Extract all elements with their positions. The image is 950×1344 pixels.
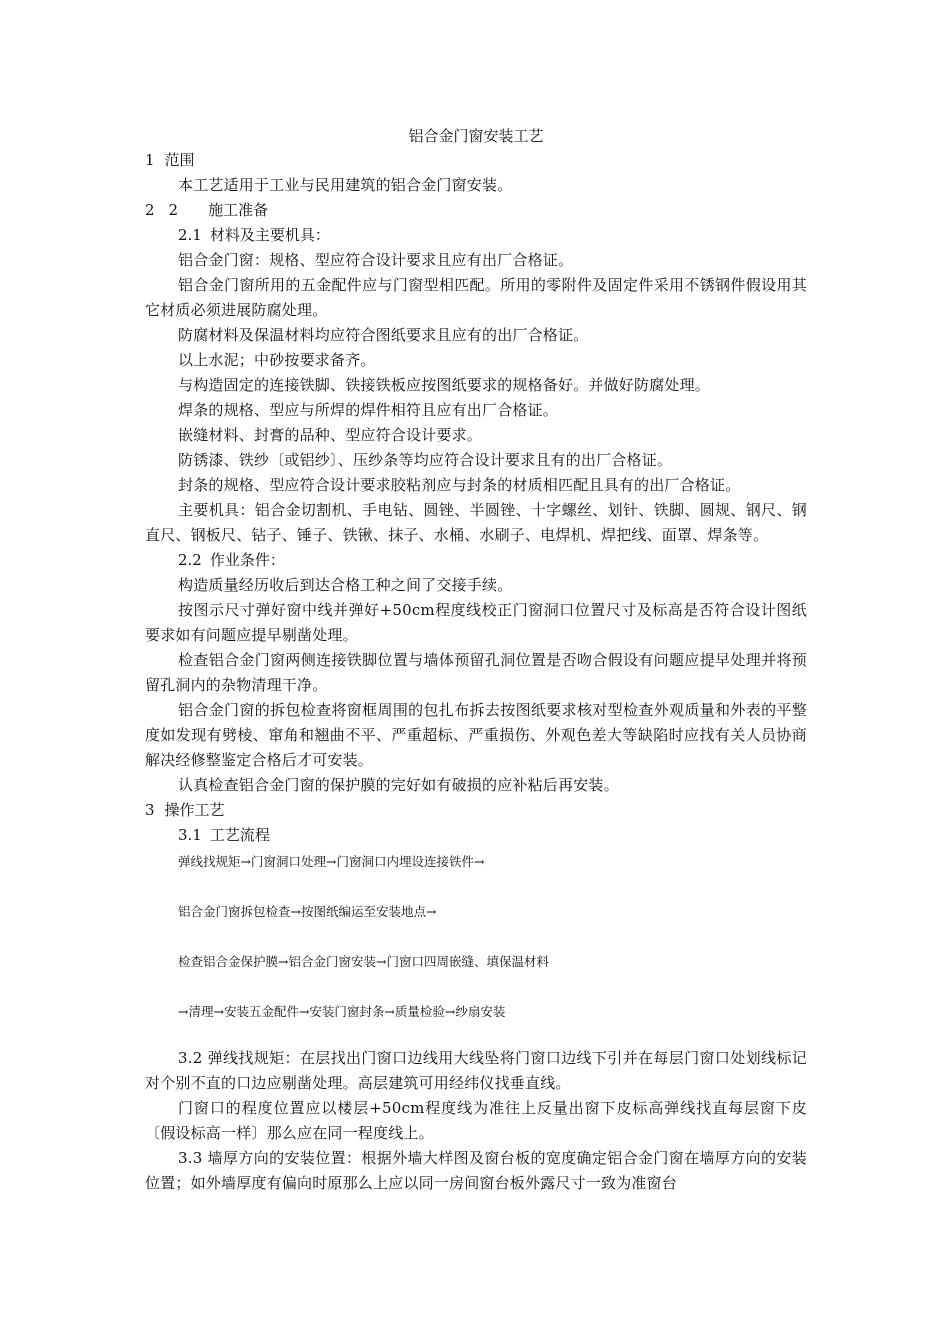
paragraph: 嵌缝材料、封膏的品种、型应符合设计要求。 <box>178 426 483 444</box>
paragraph: 3.3 墙厚方向的安装位置：根据外墙大样图及窗台板的宽度确定铝合金门窗在墙厚方向的安装位置；如外墙厚度有偏向时原那么上应以同一房间窗台板外露尺寸一致为准窗台 <box>145 1149 807 1192</box>
document-page <box>145 124 807 1196</box>
section-1-text: 本工艺适用于工业与民用建筑的铝合金门窗安装。 <box>178 176 513 194</box>
section-label: 范围 <box>164 151 195 169</box>
subsection-2-2-heading <box>145 548 807 573</box>
subsection-number: 2.1 <box>178 226 202 244</box>
subsection-label: 工艺流程 <box>209 826 270 844</box>
paragraph: 铝合金门窗的拆包检查将窗框周围的包扎布拆去按图纸要求核对型检查外观质量和外表的平整度如发现有劈棱、窜角和翘曲不平、严重超标、严重损伤、外观色差大等缺陷时应找有关人员协商解决经修整鉴定合格后才可安装。 <box>145 701 807 769</box>
section-number: 1 <box>145 151 155 169</box>
paragraph: 按图示尺寸弹好窗中线并弹好+50cm程度线校正门窗洞口位置尺寸及标高是否符合设计图纸要求如有问题应提早剔凿处理。 <box>145 601 807 644</box>
section-number: 3 <box>145 801 155 819</box>
section-3-heading <box>145 798 807 823</box>
section-1-heading <box>145 148 807 173</box>
process-flow <box>145 852 807 1022</box>
paragraph: 铝合金门窗：规格、型应符合设计要求且应有出厂合格证。 <box>178 251 574 269</box>
document-title: 铝合金门窗安装工艺 <box>408 127 544 145</box>
paragraph: 封条的规格、型应符合设计要求胶粘剂应与封条的材质相匹配且具有的出厂合格证。 <box>178 476 741 494</box>
flow-line: →清理→安装五金配件→安装门窗封条→质量检验→纱扇安装 <box>178 1004 506 1019</box>
paragraph: 焊条的规格、型应与所焊的焊件相符且应有出厂合格证。 <box>178 401 559 419</box>
subsection-label: 作业条件： <box>209 551 285 569</box>
flow-line: 检查铝合金保护膜→铝合金门窗安装→门窗口四周嵌缝、填保温材料 <box>178 954 549 969</box>
paragraph: 防锈漆、铁纱〔或铝纱〕、压纱条等均应符合设计要求且有的出厂合格证。 <box>178 451 673 469</box>
paragraph: 门窗口的程度位置应以楼层+50cm程度线为准往上反量出窗下皮标高弹线找直每层窗下皮〔假设标高一样〕那么应在同一程度线上。 <box>145 1099 807 1142</box>
subsection-3-1-heading <box>145 823 807 848</box>
subsection-label: 材料及主要机具： <box>209 226 330 244</box>
subsection-number: 2.2 <box>178 551 202 569</box>
section-number-repeat: 2 <box>168 201 179 219</box>
subsection-number: 3.1 <box>178 826 202 844</box>
paragraph: 认真检查铝合金门窗的保护膜的完好如有破损的应补粘后再安装。 <box>178 776 619 794</box>
paragraph: 构造质量经历收后到达合格工种之间了交接手续。 <box>178 576 513 594</box>
paragraph: 检查铝合金门窗两侧连接铁脚位置与墙体预留孔洞位置是否吻合假设有问题应提早处理并将预留孔洞内的杂物清理干净。 <box>145 651 807 694</box>
paragraph: 铝合金门窗所用的五金配件应与门窗型相匹配。所用的零附件及固定件采用不锈钢件假设用其它材质必须进展防腐处理。 <box>145 276 807 319</box>
section-label: 施工准备 <box>208 201 269 219</box>
subsection-2-1-heading <box>145 223 807 248</box>
paragraph: 与构造固定的连接铁脚、铁接铁板应按图纸要求的规格备好。并做好防腐处理。 <box>178 376 711 394</box>
flow-line: 铝合金门窗拆包检查→按图纸编运至安装地点→ <box>178 904 437 919</box>
flow-line: 弹线找规矩→门窗洞口处理→门窗洞口内埋设连接铁件→ <box>178 854 485 869</box>
paragraph: 3.2 弹线找规矩：在层找出门窗口边线用大线坠将门窗口边线下引并在每层门窗口处划线标记对个别不直的口边应剔凿处理。高层建筑可用经纬仪找垂直线。 <box>145 1049 807 1092</box>
section-label: 操作工艺 <box>164 801 225 819</box>
paragraph: 以上水泥；中砂按要求备齐。 <box>178 351 376 369</box>
section-number: 2 <box>145 201 155 219</box>
paragraph: 主要机具：铝合金切割机、手电钻、圆锉、半圆锉、十字螺丝、划针、铁脚、圆规、钢尺、钢直尺、钢板尺、钻子、锤子、铁锹、抹子、水桶、水刷子、电焊机、焊把线、面罩、焊条等。 <box>145 501 807 544</box>
paragraph: 防腐材料及保温材料均应符合图纸要求且应有的出厂合格证。 <box>178 326 589 344</box>
section-2-heading <box>145 198 807 223</box>
